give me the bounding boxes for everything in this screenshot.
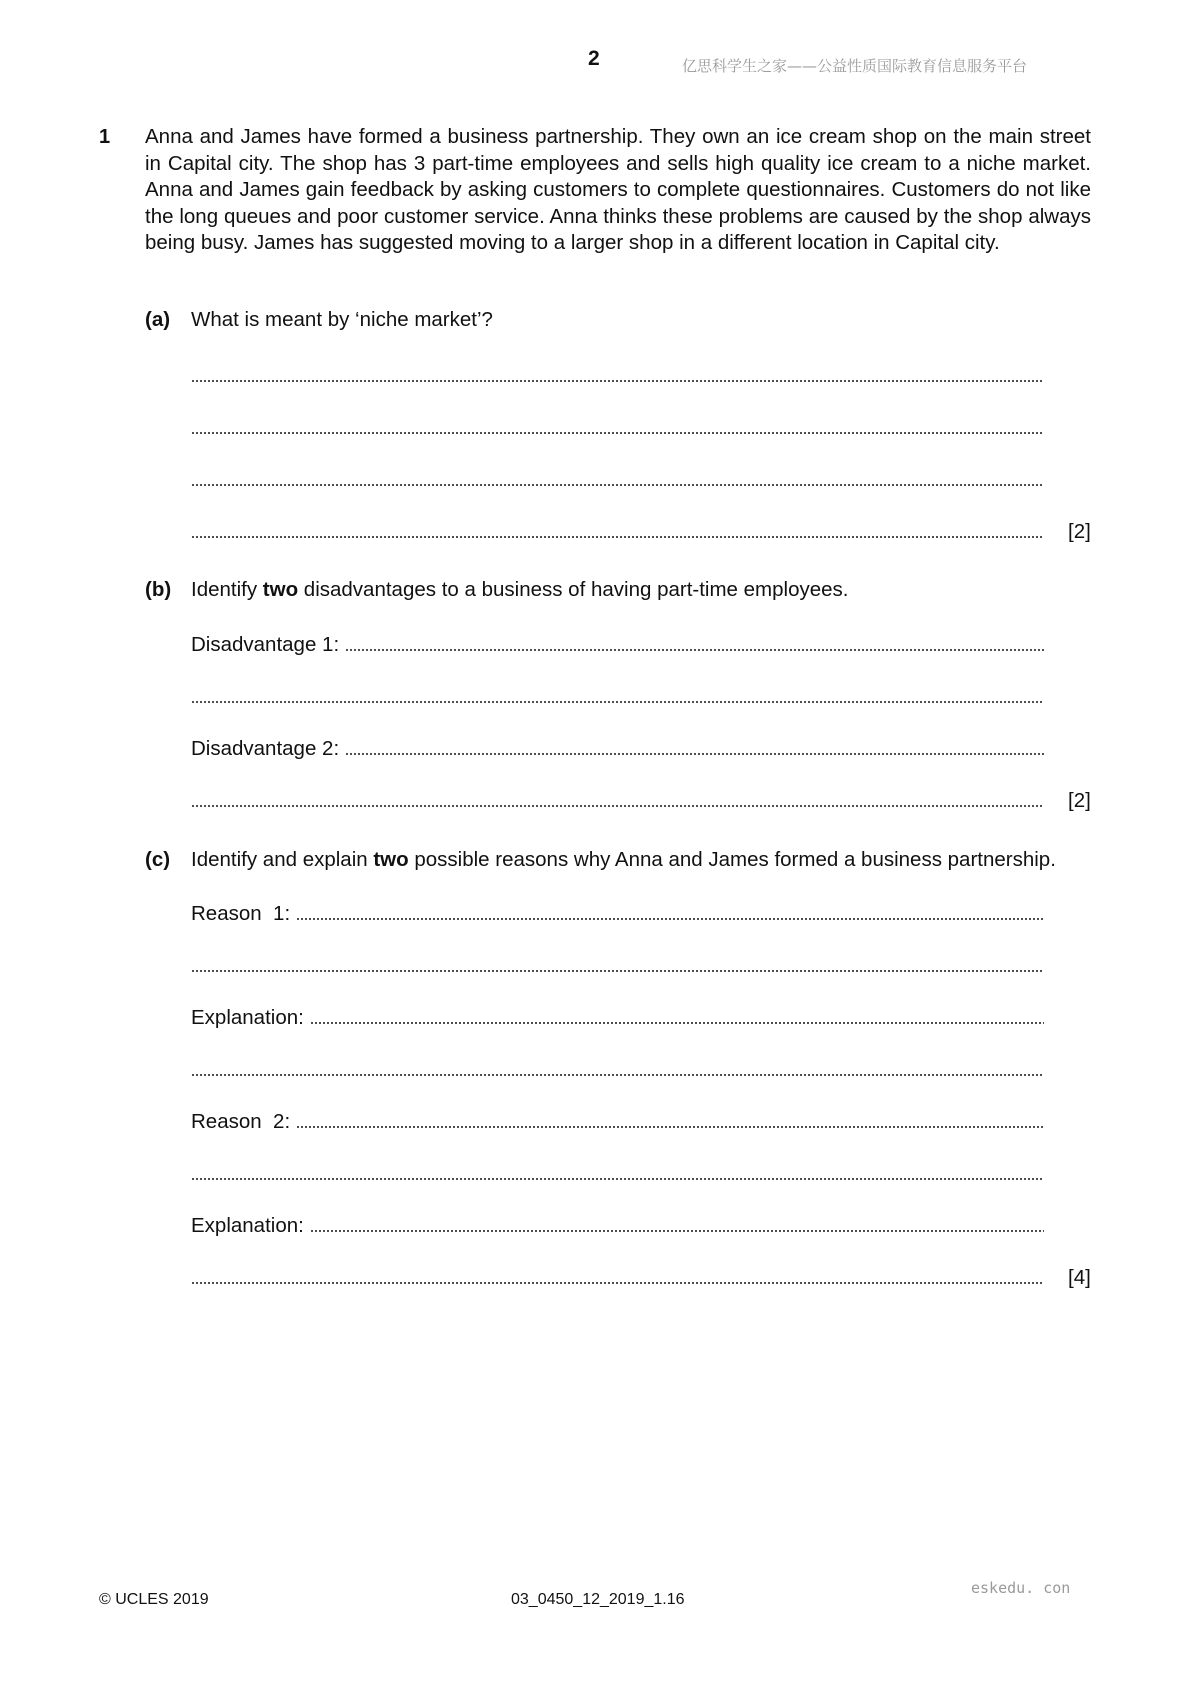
page-number: 2 [588,47,600,70]
dotted-line [191,1073,1044,1077]
answer-line-reason-2[interactable] [191,1110,1044,1134]
document-code: 03_0450_12_2019_1.16 [511,1591,685,1608]
answer-line[interactable] [191,1162,1044,1186]
part-c-label: (c) [145,848,171,871]
answer-line[interactable] [191,954,1044,978]
part-a-label: (a) [145,308,171,331]
explanation-2-label: Explanation: [191,1214,304,1237]
dotted-line [191,431,1044,435]
part-b-text-after: disadvantages to a business of having part-time employees. [298,578,849,601]
part-b-text-before: Identify [191,578,263,601]
copyright: © UCLES 2019 [99,1591,209,1608]
dotted-line [191,804,1044,808]
disadvantage-1-label: Disadvantage 1: [191,633,340,656]
part-c-marks: [4] [1068,1266,1091,1289]
part-c-text-before: Identify and explain [191,848,374,871]
explanation-1-label: Explanation: [191,1006,304,1029]
question-stem: Anna and James have formed a business partnership. They own an ice cream shop on the main street in Capital city. The shop has 3 part-time employees and sells high quality ice cream to a niche market. Anna and James gain feedback by asking customers to complete questionnaires. Customers do not like the long queues and poor customer service. Anna thinks these problems are caused by the shop always being busy. James has suggested moving to a larger shop in a different location in Capital city. [145,125,1091,254]
reason-1-label: Reason 1: [191,902,291,925]
part-b-label: (b) [145,578,172,601]
answer-line[interactable] [191,416,1044,440]
dotted-line [310,1021,1044,1025]
answer-line-disadvantage-2[interactable] [191,737,1044,761]
answer-line-reason-1[interactable] [191,902,1044,926]
part-a-marks: [2] [1068,520,1091,543]
dotted-line [191,379,1044,383]
header-watermark: 亿思科学生之家——公益性质国际教育信息服务平台 [682,57,1028,75]
part-b-question [191,578,849,602]
dotted-line [296,1125,1044,1129]
dotted-line [191,535,1044,539]
dotted-line [296,917,1044,921]
part-c-text-after: possible reasons why Anna and James formed a business partnership. [408,848,1056,871]
dotted-line [191,700,1044,704]
part-c-text-bold: two [373,848,409,871]
answer-line[interactable] [191,468,1044,492]
footer-watermark: eskedu. con [971,1579,1071,1597]
answer-line[interactable] [191,789,1044,813]
part-a-question: What is meant by ‘niche market’? [191,308,493,331]
answer-line[interactable] [191,1058,1044,1082]
dotted-line [191,483,1044,487]
answer-line[interactable] [191,364,1044,388]
part-b-text-bold: two [262,578,299,601]
answer-line[interactable] [191,685,1044,709]
answer-line[interactable] [191,1266,1044,1290]
answer-line-disadvantage-1[interactable] [191,633,1044,657]
dotted-line [191,1281,1044,1285]
dotted-line [345,752,1044,756]
part-c-question [191,848,1056,872]
disadvantage-2-label: Disadvantage 2: [191,737,340,760]
dotted-line [191,969,1044,973]
answer-line[interactable] [191,520,1044,544]
question-number: 1 [99,126,111,148]
part-b-marks: [2] [1068,789,1091,812]
dotted-line [345,648,1044,652]
reason-2-label: Reason 2: [191,1110,291,1133]
answer-line-explanation-1[interactable] [191,1006,1044,1030]
dotted-line [310,1229,1044,1233]
dotted-line [191,1177,1044,1181]
answer-line-explanation-2[interactable] [191,1214,1044,1238]
